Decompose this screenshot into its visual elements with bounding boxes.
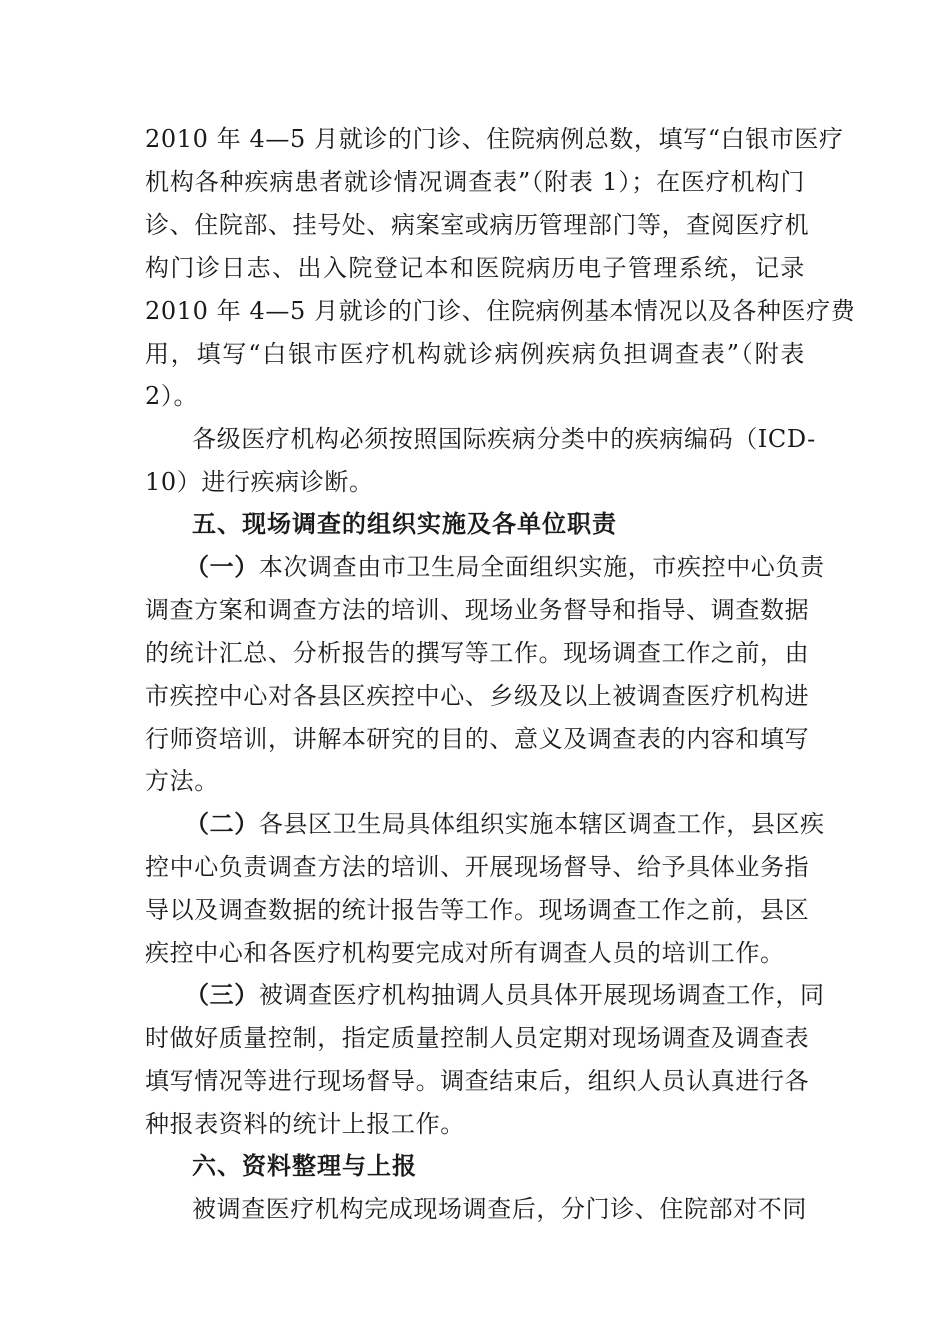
paragraph-line: 种报表资料的统计上报工作。 [145, 1110, 465, 1138]
paragraph-line: 调查方案和调查方法的培训、现场业务督导和指导、调查数据 [145, 596, 810, 624]
paragraph-line: 2010 年 4—5 月就诊的门诊、住院病例总数，填写“白银市医疗 [145, 125, 844, 153]
paragraph-line: 用，填写“白银市医疗机构就诊病例疾病负担调查表”（附表 [145, 340, 805, 368]
item-1-first-line [185, 546, 825, 588]
paragraph-line: 构门诊日志、出入院登记本和医院病历电子管理系统，记录 [145, 254, 805, 282]
paragraph-line: 2010 年 4—5 月就诊的门诊、住院病例基本情况以及各种医疗费 [145, 297, 856, 325]
item-1-text: 本次调查由市卫生局全面组织实施，市疾控中心负责 [258, 553, 825, 581]
paragraph-line: 行师资培训，讲解本研究的目的、意义及调查表的内容和填写 [145, 725, 810, 753]
paragraph-line: 时做好质量控制，指定质量控制人员定期对现场调查及调查表 [145, 1024, 810, 1052]
paragraph-line: 各级医疗机构必须按照国际疾病分类中的疾病编码（ICD- [192, 425, 816, 453]
paragraph-line: 机构各种疾病患者就诊情况调查表”（附表 1）；在医疗机构门 [145, 168, 805, 196]
item-2-first-line [185, 803, 825, 845]
paragraph-line: 导以及调查数据的统计报告等工作。现场调查工作之前，县区 [145, 896, 810, 924]
section-heading-5: 五、现场调查的组织实施及各单位职责 [192, 510, 617, 538]
paragraph-line: 的统计汇总、分析报告的撰写等工作。现场调查工作之前，由 [145, 639, 810, 667]
paragraph-line: 填写情况等进行现场督导。调查结束后，组织人员认真进行各 [145, 1067, 810, 1095]
paragraph-line: 2）。 [145, 382, 199, 410]
paragraph-line: 控中心负责调查方法的培训、开展现场督导、给予具体业务指 [145, 853, 810, 881]
item-1-prefix: （一） [185, 552, 259, 581]
item-3-first-line [185, 974, 825, 1016]
paragraph-line: 疾控中心和各医疗机构要完成对所有调查人员的培训工作。 [145, 939, 785, 967]
item-2-text: 各县区卫生局具体组织实施本辖区调查工作，县区疾 [258, 810, 825, 838]
item-2-prefix: （二） [185, 809, 259, 838]
item-3-prefix: （三） [185, 980, 259, 1009]
paragraph-line: 诊、住院部、挂号处、病案室或病历管理部门等，查阅医疗机 [145, 211, 810, 239]
item-3-text: 被调查医疗机构抽调人员具体开展现场调查工作，同 [258, 981, 825, 1009]
section-heading-6: 六、资料整理与上报 [192, 1152, 417, 1180]
paragraph-line: 方法。 [145, 767, 219, 795]
paragraph-line: 10）进行疾病诊断。 [145, 468, 374, 496]
paragraph-line: 市疾控中心对各县区疾控中心、乡级及以上被调查医疗机构进 [145, 682, 810, 710]
paragraph-line: 被调查医疗机构完成现场调查后，分门诊、住院部对不同 [192, 1195, 807, 1223]
